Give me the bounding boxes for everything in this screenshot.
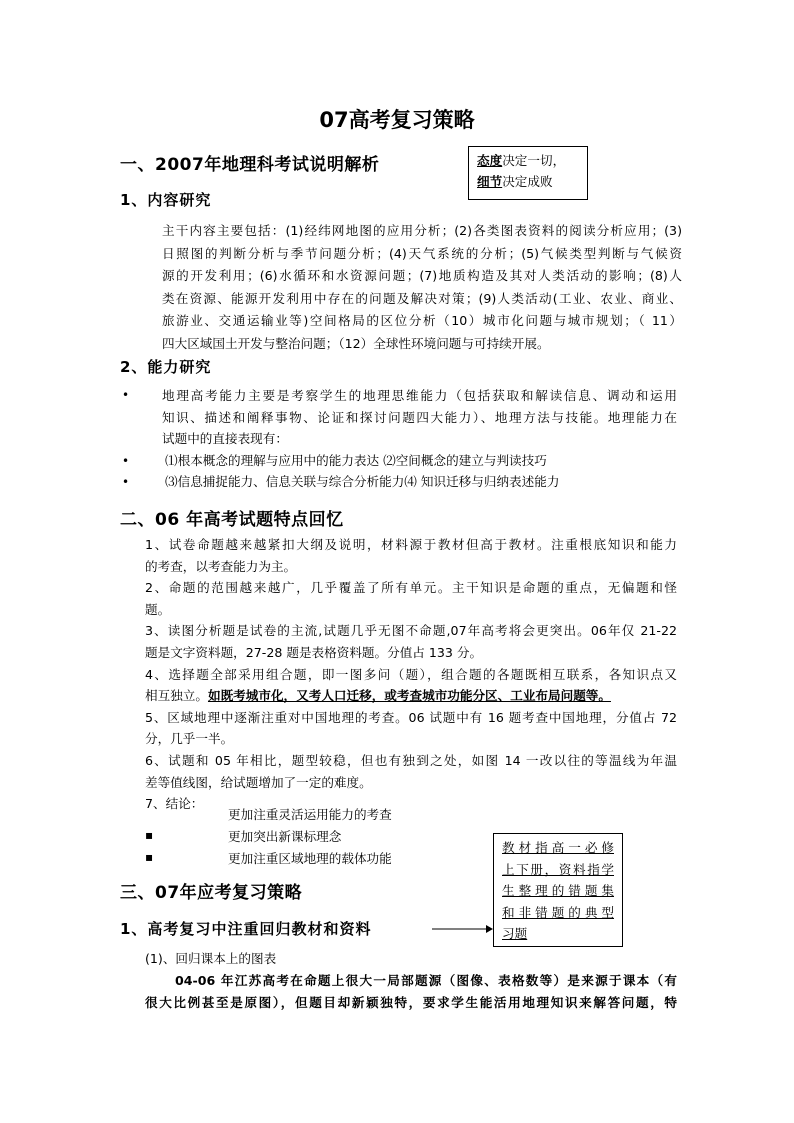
page-title: 07高考复习策略 <box>319 108 475 132</box>
section-3-sub1-heading: 1、高考复习中注重回归教材和资料 <box>120 920 372 938</box>
feature-line-3: 2、命题的范围越来越广，几乎覆盖了所有单元。主干知识是命题的重点，无偏题和怪 <box>145 580 677 596</box>
section-1-sub2-heading: 2、能力研究 <box>120 358 212 376</box>
content-line-6: 四大区域国土开发与整治问题；（12）全球性环境问题与可持续开展。 <box>162 335 550 351</box>
motto-rest-2: 决定成败 <box>502 174 553 189</box>
textbook-paragraph <box>120 970 677 1013</box>
feature-line-6: 题是文字资料题，27-28 题是表格资料题。分值占 133 分。 <box>145 644 483 660</box>
ability-line-2: 知识、描述和阐释事物、论证和探讨问题四大能力）、地理方法与技能。地理能力在 <box>162 409 677 425</box>
feature-line-8-normal: 相互独立。 <box>145 688 208 704</box>
content-study-paragraph <box>162 220 682 355</box>
conclusion-3: 更加注重区域地理的载体功能 <box>228 851 392 866</box>
callout-line-5: 习题 <box>502 926 528 941</box>
textbook-line-2: 很大比例甚至是原图），但题目却新颖独特，要求学生能活用地理知识来解答问题，特 <box>145 994 677 1010</box>
content-line-5: 旅游业、交通运输业等)空间格局的区位分析（10）城市化问题与城市规划；（ 11） <box>162 313 682 328</box>
feature-line-9: 5、区域地理中逐渐注重对中国地理的考查。06 试题中有 16 题考查中国地理，分值占 72 <box>145 709 677 725</box>
feature-line-10: 分，几乎一半。 <box>145 731 234 747</box>
callout-box <box>493 833 623 947</box>
content-line-2: 日照图的判断分析与季节问题分析；(4)天气系统的分析；(5)气候类型判断与气候资 <box>162 245 682 261</box>
section-1-sub1-heading: 1、内容研究 <box>120 191 212 209</box>
ability-bullet-3: ⑶信息捕捉能力、信息关联与综合分析能力⑷ 知识迁移与归纳表述能力 <box>165 474 560 489</box>
return-textbook-item: (1)、回归课本上的图表 <box>145 951 277 966</box>
callout-line-4: 和非错题的典型 <box>502 904 614 920</box>
feature-line-1: 1、试卷命题越来越紧扣大纲及说明，材料源于教材但高于教材。注重根底知识和能力 <box>145 537 677 552</box>
feature-line-13: 7、结论： <box>145 796 204 812</box>
motto-box <box>468 146 588 200</box>
features-paragraph <box>145 534 677 815</box>
conclusion-bullet-3: ▪ <box>145 850 154 864</box>
content-line-1: 主干内容主要包括：(1)经纬网地图的应用分析；(2)各类图表资料的阅读分析应用；(3) <box>162 223 682 238</box>
callout-line-3: 生整理的错题集 <box>502 883 614 898</box>
content-line-4: 类在资源、能源开发利用中存在的问题及解决对策；(9)人类活动(工业、农业、商业、 <box>162 290 682 306</box>
feature-line-11: 6、试题和 05 年相比，题型较稳，但也有独到之处，如图 14 一改以往的等温线为年温 <box>145 752 677 768</box>
feature-line-8 <box>145 685 677 707</box>
motto-emph-1: 态度 <box>477 153 503 168</box>
feature-line-4: 题。 <box>145 601 171 617</box>
section-1-heading: 一、2007年地理科考试说明解析 <box>120 155 380 175</box>
section-2-heading: 二、06 年高考试题特点回忆 <box>120 510 344 530</box>
conclusion-1: 更加注重灵活运用能力的考查 <box>228 807 392 822</box>
callout-line-2: 上下册，资料指学 <box>502 861 614 877</box>
textbook-line-1: 04-06 年江苏高考在命题上很大一局部题源（图像、表格数等）是来源于课本（有 <box>175 973 677 988</box>
conclusion-2: 更加突出新课标理念 <box>228 829 342 844</box>
arrow-right-icon <box>430 922 494 936</box>
feature-line-12: 差等值线图，给试题增加了一定的难度。 <box>145 774 372 790</box>
motto-rest-1: 决定一切， <box>502 153 566 168</box>
section-3-heading: 三、07年应考复习策略 <box>120 883 303 903</box>
motto-emph-2: 细节 <box>477 174 503 189</box>
ability-line-1: 地理高考能力主要是考察学生的地理思维能力（包括获取和解读信息、调动和运用 <box>162 388 677 403</box>
conclusion-bullet-2: ▪ <box>145 828 154 842</box>
ability-line-3: 试题中的直接表现有： <box>162 431 288 446</box>
bullet-marker-1: • <box>122 388 130 402</box>
bullet-marker-3: • <box>122 475 130 489</box>
callout-line-1: 教材指高一必修 <box>502 840 614 855</box>
content-line-3: 源的开发利用；(6)水循环和水资源问题；(7)地质构造及其对人类活动的影响；(8)人 <box>162 268 682 283</box>
feature-line-5: 3、读图分析题是试卷的主流,试题几乎无图不命题,07年高考将会更突出。06年仅 21-22 <box>145 623 677 639</box>
feature-line-2: 的考查，以考查能力为主。 <box>145 558 297 574</box>
motto-line-1 <box>477 150 579 171</box>
ability-paragraph <box>162 385 677 450</box>
ability-bullet-2: ⑴根本概念的理解与应用中的能力表达 ⑵空间概念的建立与判读技巧 <box>165 453 547 468</box>
motto-line-2 <box>477 171 579 192</box>
feature-line-8-emph: 如既考城市化，又考人口迁移，或考查城市功能分区、工业布局问题等。 <box>207 688 611 704</box>
feature-line-7: 4、选择题全部采用组合题，即一图多问（题），组合题的各题既相互联系，各知识点又 <box>145 666 677 682</box>
bullet-marker-2: • <box>122 454 130 468</box>
